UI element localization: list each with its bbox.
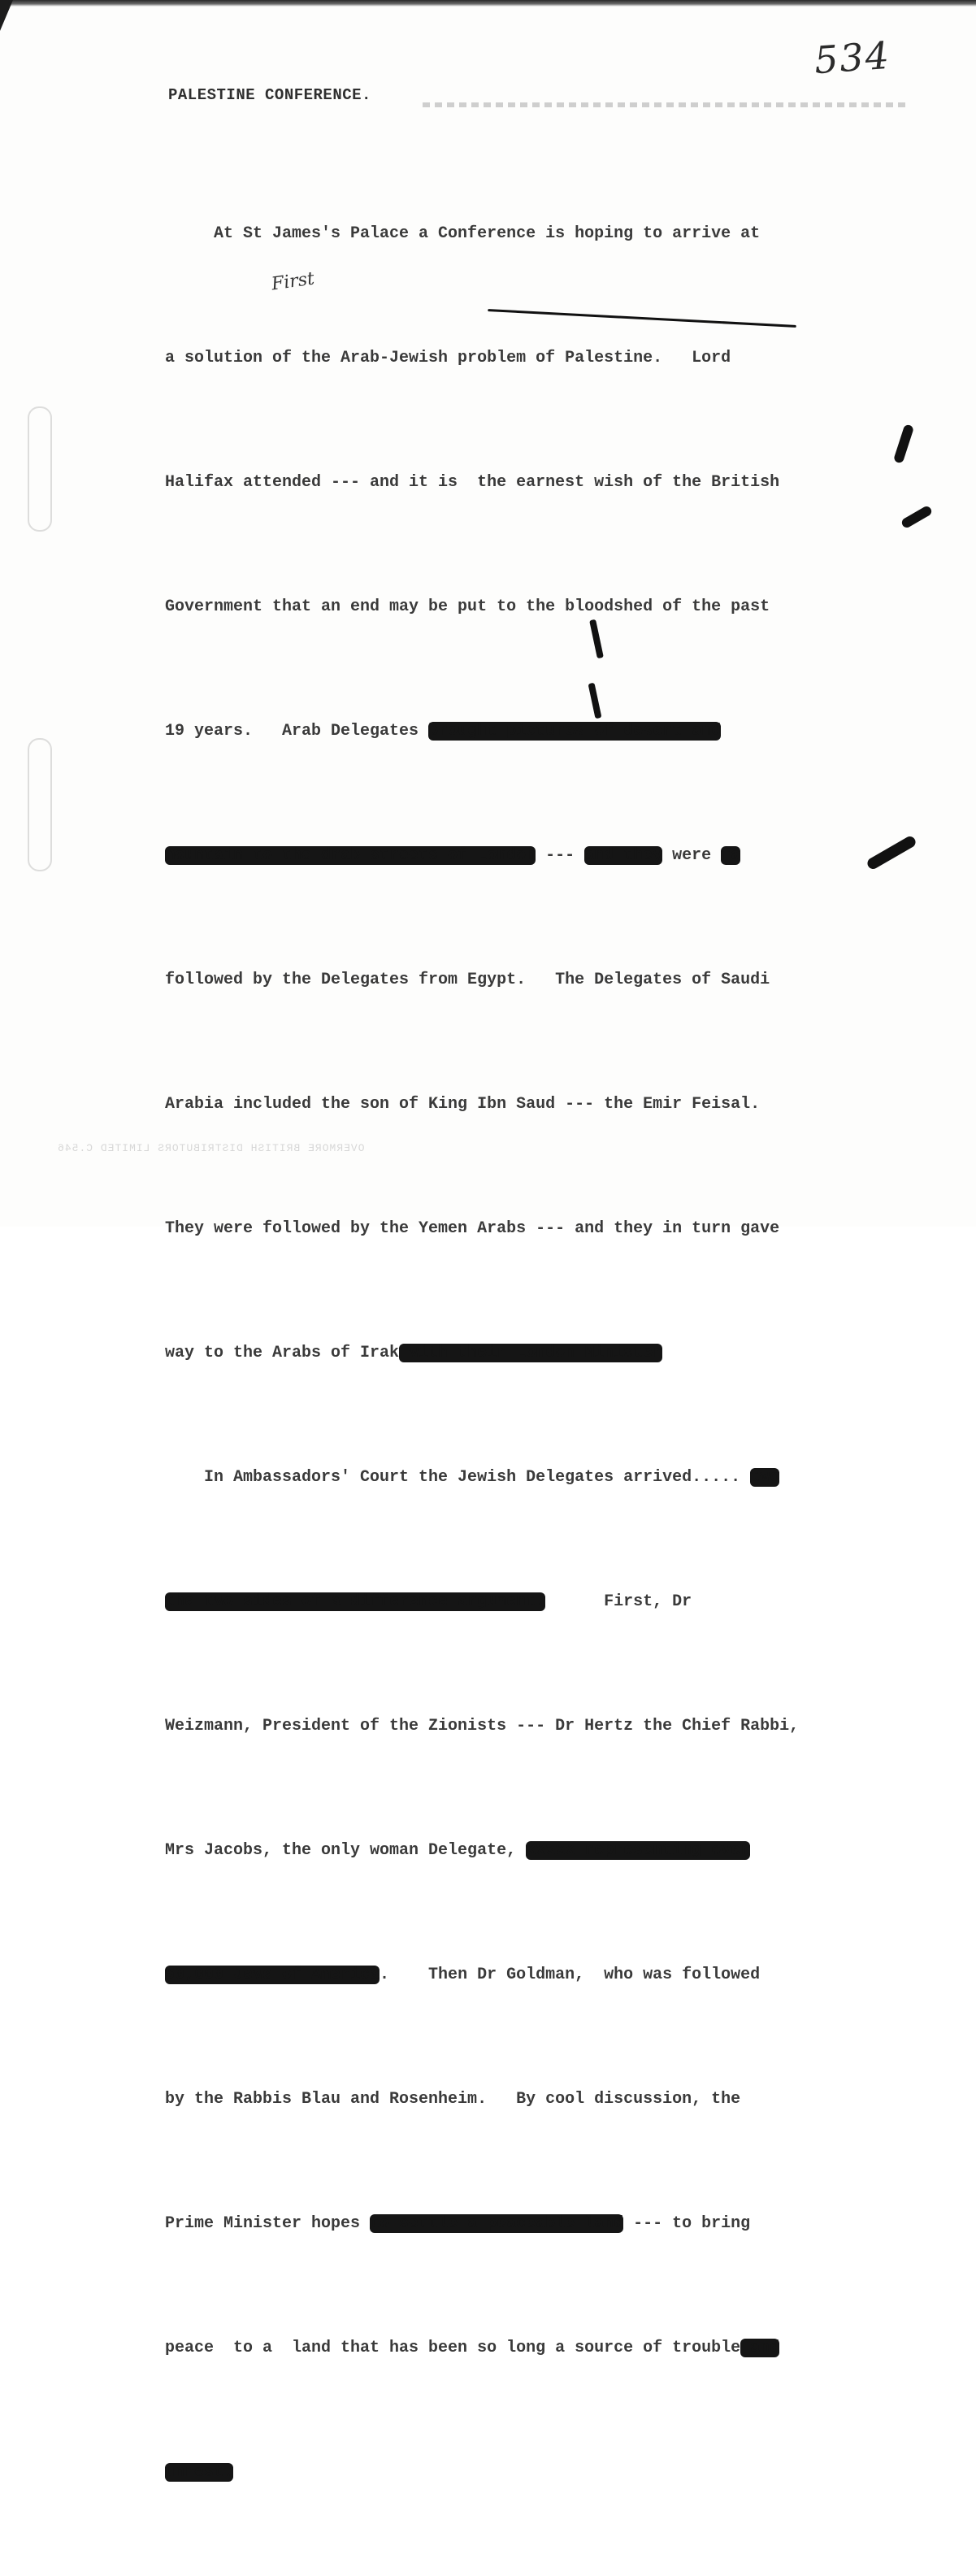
body-line: At St James's Palace a Conference is hoping to arrive at xyxy=(165,224,761,243)
body-line: Mrs Jacobs, the only woman Delegate, xxxxx representing over xyxy=(165,1841,751,1860)
body-line: Halifax attended --- and it is the earnest wish of the British xyxy=(165,473,780,492)
corner-fold xyxy=(0,0,13,31)
punch-hole-mark xyxy=(28,738,52,871)
body-line: peace to a land that has been so long a source of trouble and xyxy=(165,2339,780,2357)
scan-top-edge xyxy=(0,0,976,7)
struck-text: unrest. xyxy=(165,2463,234,2482)
body-line: 50,000 Jews of America. Then Dr Goldman, who was followed xyxy=(165,1966,761,1984)
handwritten-insert-first: First xyxy=(270,268,316,295)
body-line: Weizmann, President of the Zionists --- Dr Hertz the Chief Rabbi, xyxy=(165,1717,800,1735)
struck-text: with their London Minister xyxy=(399,1344,663,1362)
struck-text: xxxxx representing over xyxy=(526,1841,751,1860)
struck-text: mountain to the drab streets of London xyxy=(165,846,536,865)
body-line xyxy=(165,2452,961,2493)
struck-text: the two sides of a difference argument. xyxy=(165,1592,546,1611)
document-title: PALESTINE CONFERENCE. xyxy=(168,86,371,104)
struck-text: two xyxy=(750,1468,780,1487)
body-line: followed by the Delegates from Egypt. The Delegates of Saudi xyxy=(165,971,770,989)
body-line: Prime Minister hopes to settle a peaceable land --- to bring xyxy=(165,2214,751,2233)
body-line: 19 years. Arab Delegates brought pictures of desert and xyxy=(165,722,722,741)
body-line: by the Rabbis Blau and Rosenheim. By cool discussion, the xyxy=(165,2090,741,2109)
body-line: the two sides of a difference argument. First, Dr xyxy=(165,1592,692,1611)
faint-bleed-through-line xyxy=(423,102,910,107)
struck-text: and xyxy=(740,2339,780,2357)
punch-hole-mark xyxy=(28,406,52,532)
struck-text: fa xyxy=(721,846,741,865)
bleed-through-imprint: OVERMORE BRITISH DISTRIBUTORS LIMITED C.546 xyxy=(57,1142,365,1154)
struck-text: 50,000 Jews of America xyxy=(165,1966,380,1984)
handwritten-page-number: 534 xyxy=(813,33,892,83)
document-body xyxy=(165,130,961,2576)
body-line: a solution of the Arab-Jewish problem of Palestine. Lord xyxy=(165,349,731,367)
body-line: way to the Arabs of Irak with their London Minister xyxy=(165,1344,663,1362)
body-line: mountain to the drab streets of London --- and they were fa xyxy=(165,846,741,865)
body-line: They were followed by the Yemen Arabs --- and they in turn gave xyxy=(165,1219,780,1238)
struck-text: to settle a peaceable land xyxy=(370,2214,624,2233)
struck-text: brought pictures of desert and xyxy=(428,722,722,741)
body-line: Arabia included the son of King Ibn Saud --- the Emir Feisal. xyxy=(165,1095,761,1114)
body-line: In Ambassadors' Court the Jewish Delegates arrived..... two xyxy=(165,1468,780,1487)
body-line: Government that an end may be put to the bloodshed of the past xyxy=(165,597,770,616)
struck-text: and they xyxy=(584,846,663,865)
